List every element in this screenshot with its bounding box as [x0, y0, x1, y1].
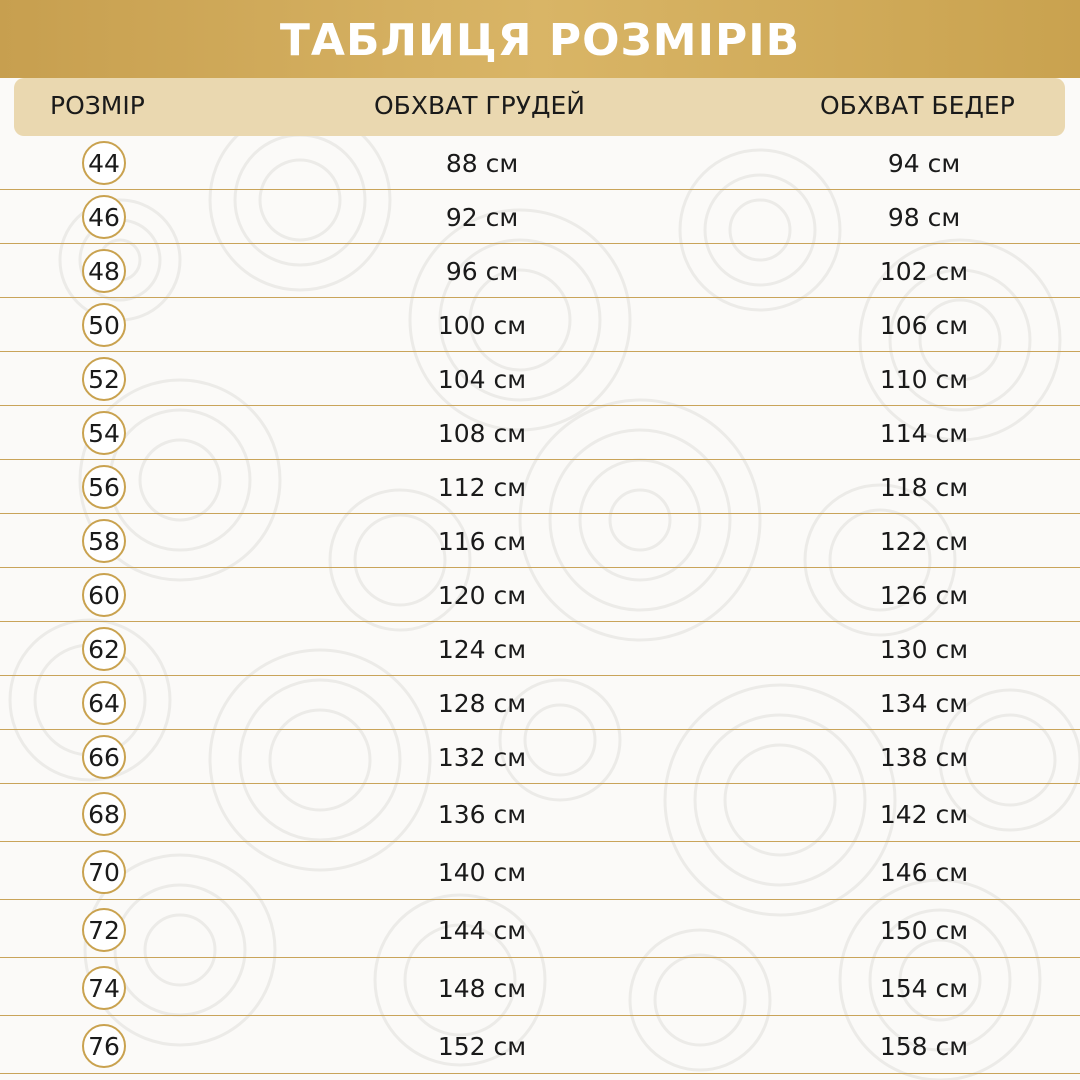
table-row [0, 244, 1080, 298]
chest-cell: 132 см [437, 743, 527, 772]
size-badge: 72 [82, 908, 126, 952]
chest-cell: 148 см [437, 974, 527, 1003]
size-badge: 62 [82, 627, 126, 671]
chest-cell: 128 см [437, 689, 527, 718]
table-body [0, 136, 1080, 1074]
table-row [0, 622, 1080, 676]
size-badge: 68 [82, 792, 126, 836]
header-chest: ОБХВАТ ГРУДЕЙ [374, 91, 586, 120]
size-badge: 48 [82, 249, 126, 293]
chest-cell: 92 см [445, 203, 519, 232]
size-badge: 64 [82, 681, 126, 725]
size-badge: 66 [82, 735, 126, 779]
hips-cell: 94 см [887, 149, 961, 178]
table-row [0, 190, 1080, 244]
size-badge: 44 [82, 141, 126, 185]
hips-cell: 134 см [879, 689, 969, 718]
chest-cell: 88 см [445, 149, 519, 178]
size-badge: 58 [82, 519, 126, 563]
title-bar [0, 0, 1080, 78]
table-row [0, 568, 1080, 622]
size-badge: 76 [82, 1024, 126, 1068]
size-badge: 54 [82, 411, 126, 455]
chest-cell: 108 см [437, 419, 527, 448]
hips-cell: 146 см [879, 858, 969, 887]
hips-cell: 154 см [879, 974, 969, 1003]
table-row [0, 352, 1080, 406]
hips-cell: 150 см [879, 916, 969, 945]
table-row [0, 1016, 1080, 1074]
size-badge: 46 [82, 195, 126, 239]
table-row [0, 958, 1080, 1016]
table-row [0, 136, 1080, 190]
size-badge: 60 [82, 573, 126, 617]
size-badge: 70 [82, 850, 126, 894]
hips-cell: 138 см [879, 743, 969, 772]
hips-cell: 114 см [879, 419, 969, 448]
table-row [0, 676, 1080, 730]
hips-cell: 126 см [879, 581, 969, 610]
chest-cell: 152 см [437, 1032, 527, 1061]
chest-cell: 124 см [437, 635, 527, 664]
hips-cell: 122 см [879, 527, 969, 556]
table-row [0, 900, 1080, 958]
hips-cell: 102 см [879, 257, 969, 286]
chest-cell: 136 см [437, 800, 527, 829]
hips-cell: 158 см [879, 1032, 969, 1061]
size-badge: 50 [82, 303, 126, 347]
hips-cell: 118 см [879, 473, 969, 502]
size-badge: 52 [82, 357, 126, 401]
table-header-row [14, 78, 1065, 136]
size-badge: 74 [82, 966, 126, 1010]
chest-cell: 104 см [437, 365, 527, 394]
hips-cell: 142 см [879, 800, 969, 829]
chest-cell: 96 см [445, 257, 519, 286]
table-row [0, 514, 1080, 568]
chest-cell: 100 см [437, 311, 527, 340]
table-row [0, 460, 1080, 514]
hips-cell: 106 см [879, 311, 969, 340]
table-row [0, 730, 1080, 784]
hips-cell: 110 см [879, 365, 969, 394]
table-row [0, 784, 1080, 842]
size-badge: 56 [82, 465, 126, 509]
hips-cell: 130 см [879, 635, 969, 664]
chest-cell: 120 см [437, 581, 527, 610]
chest-cell: 116 см [437, 527, 527, 556]
chest-cell: 112 см [437, 473, 527, 502]
hips-cell: 98 см [887, 203, 961, 232]
chest-cell: 140 см [437, 858, 527, 887]
table-row [0, 298, 1080, 352]
header-size: РОЗМІР [50, 91, 145, 120]
page-title: ТАБЛИЦЯ РОЗМІРІВ [279, 14, 801, 66]
header-hips: ОБХВАТ БЕДЕР [820, 91, 1015, 120]
table-row [0, 406, 1080, 460]
chest-cell: 144 см [437, 916, 527, 945]
table-row [0, 842, 1080, 900]
